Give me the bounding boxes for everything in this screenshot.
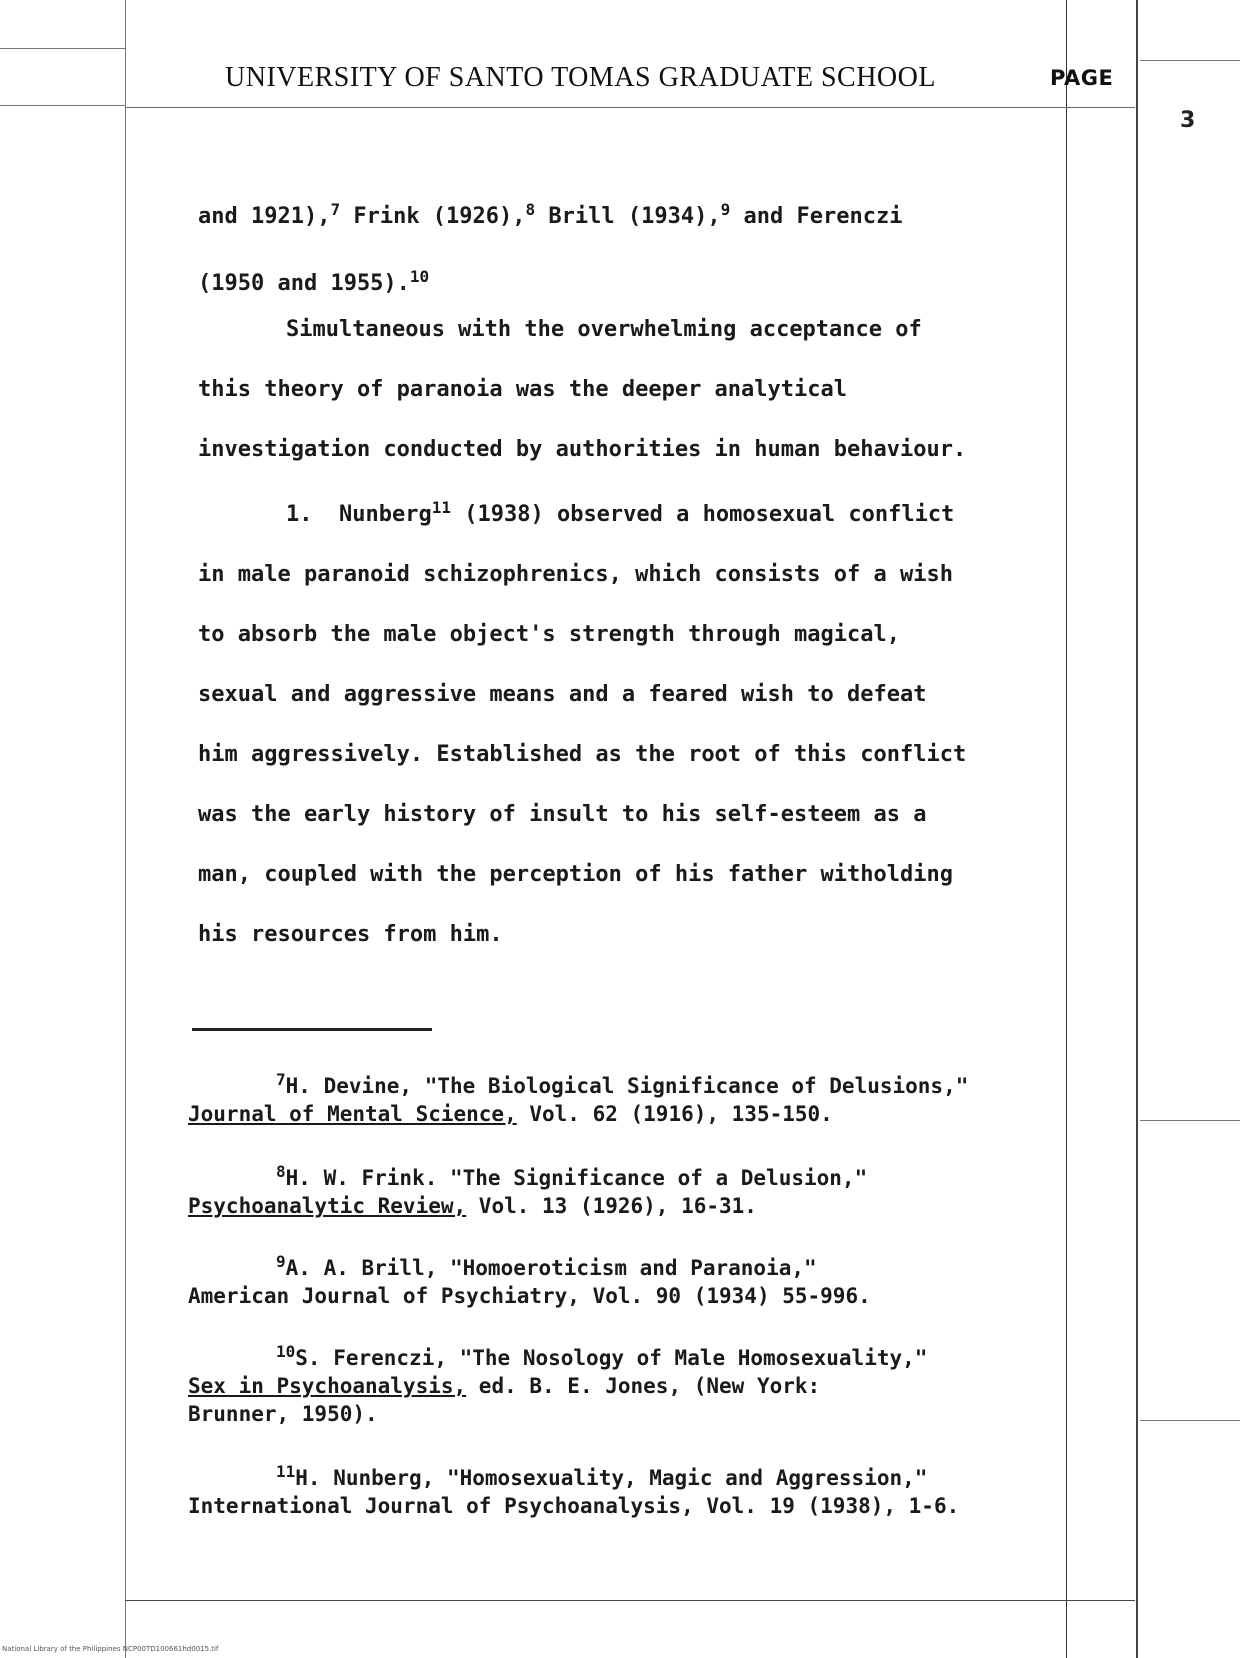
body-line: and 1921),$^7$ Frink (1926),$^8$ Brill (1934),$^9$ and Ferenczi: [198, 200, 903, 229]
body-line: sexual and aggressive means and a feared wish to defeat: [198, 682, 927, 707]
footnote-8: $^8$H. W. Frink. "The Significance of a Delusion," Psychoanalytic Review, Vol. 13 (1926), 16-31.: [188, 1162, 868, 1218]
footnote-7: $^7$H. Devine, "The Biological Significance of Delusions," Journal of Mental Science, Vol. 62 (1916), 135-150.: [188, 1070, 969, 1126]
body-line: 1. Nunberg$^{11}$ (1938) observed a homosexual conflict: [286, 498, 955, 527]
body-line: his resources from him.: [198, 922, 503, 947]
scan-note: National Library of the Philippines NCP00TD100661hd0015.tif: [2, 1645, 219, 1653]
body-line: (1950 and 1955).$^{10}$: [198, 267, 430, 296]
body-paragraph-2: [198, 300, 1078, 480]
body-line: Simultaneous with the overwhelming acceptance of: [286, 317, 922, 342]
scan-edge-line: [0, 105, 125, 106]
scan-edge-line: [0, 48, 125, 49]
footnote-9: $^9$A. A. Brill, "Homoeroticism and Paranoia," American Journal of Psychiatry, Vol. 90 (1934) 55-996.: [188, 1252, 871, 1308]
body-line: this theory of paranoia was the deeper analytical: [198, 377, 848, 402]
page-number: 3: [1180, 108, 1196, 133]
header-title: UNIVERSITY OF SANTO TOMAS GRADUATE SCHOOL: [225, 62, 936, 93]
scan-edge-line: [1140, 1420, 1240, 1421]
body-line: investigation conducted by authorities in human behaviour.: [198, 437, 967, 462]
scan-edge-line: [1140, 1120, 1240, 1121]
body-line: in male paranoid schizophrenics, which consists of a wish: [198, 562, 953, 587]
body-line: was the early history of insult to his self-esteem as a: [198, 802, 927, 827]
footnote-rule: [192, 1028, 432, 1031]
footnote-11: $^{11}$H. Nunberg, "Homosexuality, Magic and Aggression," International Journal of Psychoanalysis, Vol. 19 (1938), 1-6.: [188, 1462, 960, 1518]
page-header: [225, 62, 1115, 94]
header-rule: [125, 107, 1135, 108]
body-item-1: [198, 478, 1078, 965]
bottom-rule: [125, 1600, 1135, 1601]
body-line: man, coupled with the perception of his father witholding: [198, 862, 953, 887]
footnote-10: $^{10}$S. Ferenczi, "The Nosology of Male Homosexuality," Sex in Psychoanalysis, ed. B. E. Jones, (New York: Brunner, 1950).: [188, 1342, 928, 1426]
body-line: him aggressively. Established as the root of this conflict: [198, 742, 967, 767]
body-line: to absorb the male object's strength through magical,: [198, 622, 900, 647]
body-paragraph-1: [198, 180, 1078, 314]
page-label: PAGE: [1050, 66, 1114, 90]
scan-edge-line: [1140, 60, 1240, 61]
